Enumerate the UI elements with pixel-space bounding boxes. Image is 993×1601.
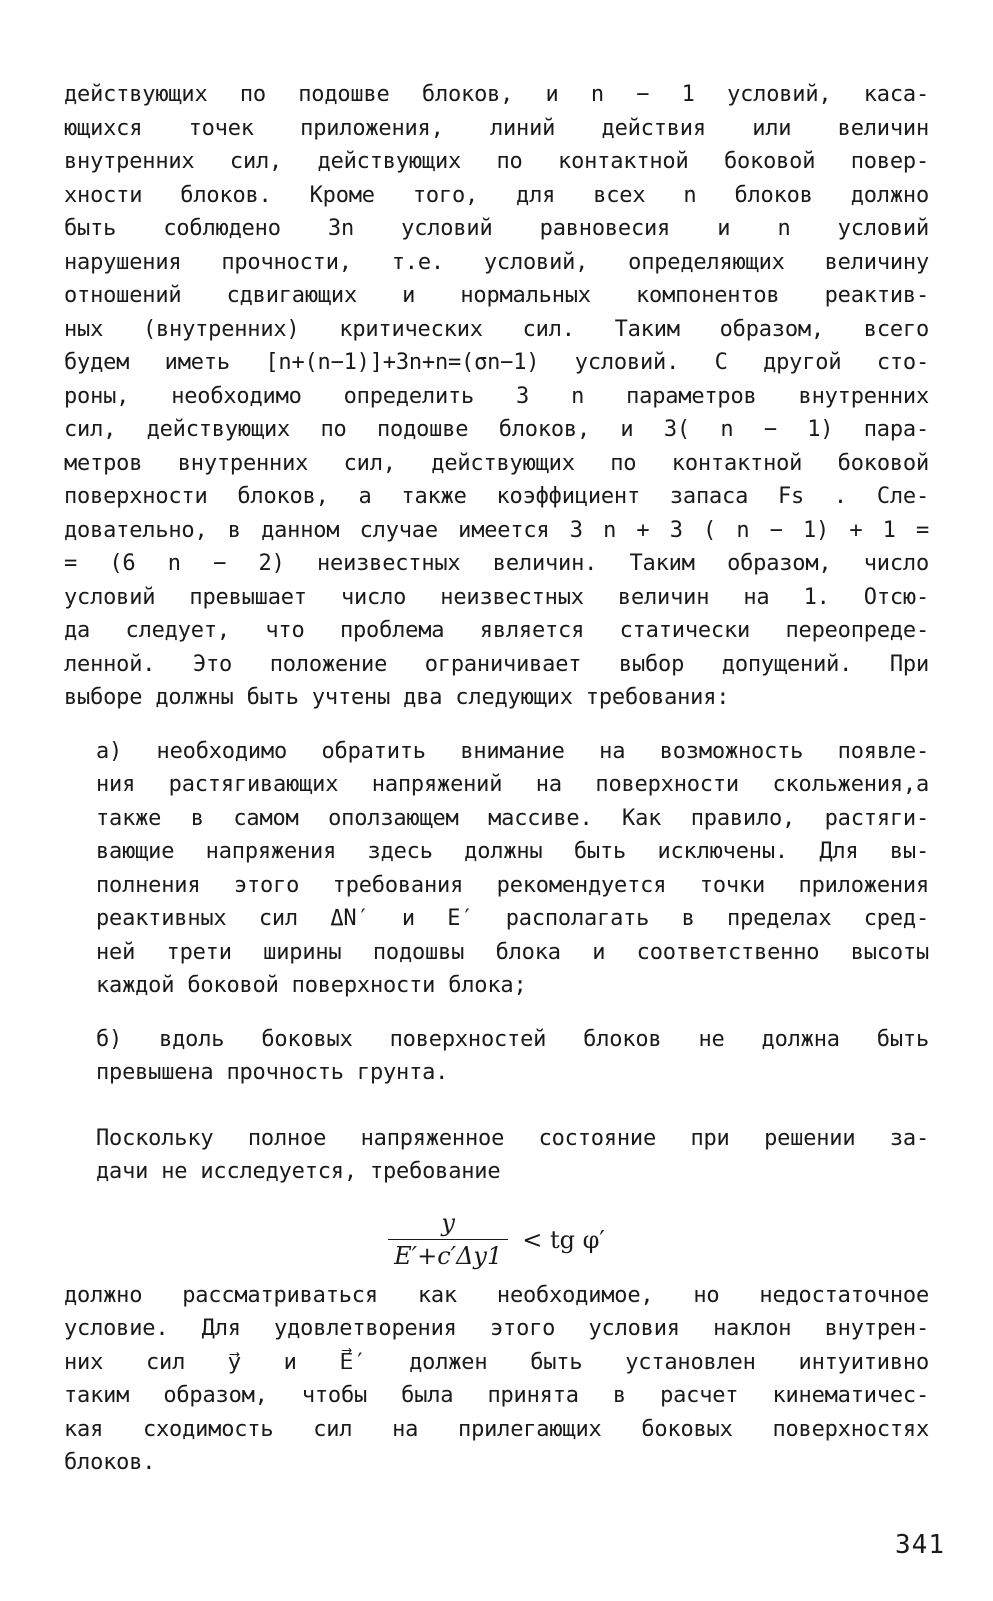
text-line: да следует, что проблема является статически переопреде- — [64, 618, 929, 643]
text-line: блоков. — [64, 1450, 156, 1475]
text-line: ленной. Это положение ограничивает выбор допущений. При — [64, 651, 929, 677]
text-line: таким образом, чтобы была принята в расчет кинематичес- — [64, 1383, 929, 1408]
formula-fraction — [388, 1209, 508, 1270]
text-line: Поскольку полное напряженное состояние при решении за- — [96, 1125, 929, 1151]
text-line: условий превышает число неизвестных величин на 1. Отсю- — [64, 584, 929, 610]
text-line: довательно, в данном случае имеется 3 n + 3 ( n − 1) + 1 = — [64, 517, 929, 543]
text-line: условие. Для удовлетворения этого условия наклон внутрен- — [64, 1316, 929, 1341]
text-line: полнения этого требования рекомендуется точки приложения — [96, 872, 929, 898]
text-line: кая сходимость сил на прилегающих боковых поверхностях — [64, 1416, 929, 1442]
text-line: быть соблюдено 3n условий равновесия и n условий — [64, 216, 929, 241]
text-line: нарушения прочности, т.е. условий, определяющих величину — [64, 249, 929, 275]
text-line: метров внутренних сил, действующих по контактной боковой — [64, 450, 929, 476]
text-line: каждой боковой поверхности блока; — [96, 973, 527, 998]
paragraph-requirement-intro — [64, 1122, 929, 1189]
paragraph-conditions — [64, 78, 929, 715]
page-number: 341 — [895, 1530, 945, 1560]
inequality-formula — [64, 1207, 929, 1273]
text-line: ющихся точек приложения, линий действия или величин — [64, 115, 929, 141]
text-line: выборе должны быть учтены два следующих требования: — [64, 685, 730, 710]
text-line: хности блоков. Кроме того, для всех n блоков должно — [64, 182, 929, 208]
text-line: ния растягивающих напряжений на поверхности скольжения,а — [96, 772, 929, 797]
text-line: них сил y⃗ и E⃗′ должен быть установлен интуитивно — [64, 1349, 929, 1375]
text-line: реактивных сил ΔN′ и E′ располагать в пределах сред- — [96, 906, 929, 931]
paragraph-conclusion — [64, 1279, 929, 1480]
formula-relation: < tg φ′ — [522, 1225, 605, 1254]
text-line: б) вдоль боковых поверхностей блоков не должна быть — [96, 1026, 929, 1052]
paragraph-requirement-a — [64, 735, 929, 1003]
text-line: будем иметь [n+(n−1)]+3n+n=(σn−1) условий. С другой сто- — [64, 350, 929, 375]
formula-denominator: E′+c′Δy1 — [388, 1239, 508, 1270]
text-line: вающие напряжения здесь должны быть исключены. Для вы- — [96, 839, 929, 864]
text-line: = (6 n − 2) неизвестных величин. Таким образом, число — [64, 551, 929, 576]
formula-numerator: y — [441, 1209, 455, 1237]
text-line: сил, действующих по подошве блоков, и 3( n − 1) пара- — [64, 417, 929, 442]
text-line: дачи не исследуется, требование — [96, 1159, 501, 1184]
text-line: должно рассматриваться как необходимое, но недостаточное — [64, 1282, 929, 1308]
paragraph-requirement-b — [64, 1023, 929, 1090]
text-line: роны, необходимо определить 3 n параметров внутренних — [64, 383, 929, 409]
text-line: ней трети ширины подошвы блока и соответственно высоты — [96, 939, 929, 965]
text-line: а) необходимо обратить внимание на возможность появле- — [96, 738, 929, 764]
text-line: действующих по подошве блоков, и n − 1 условий, каса- — [64, 82, 929, 107]
text-line: поверхности блоков, а также коэффициент запаса Fs . Сле- — [64, 484, 929, 509]
text-line: отношений сдвигающих и нормальных компонентов реактив- — [64, 283, 929, 308]
text-line: внутренних сил, действующих по контактной боковой повер- — [64, 149, 929, 174]
text-line: ных (внутренних) критических сил. Таким образом, всего — [64, 316, 929, 342]
text-line: также в самом оползающем массиве. Как правило, растяги- — [96, 805, 929, 831]
text-line: превышена прочность грунта. — [96, 1060, 449, 1085]
